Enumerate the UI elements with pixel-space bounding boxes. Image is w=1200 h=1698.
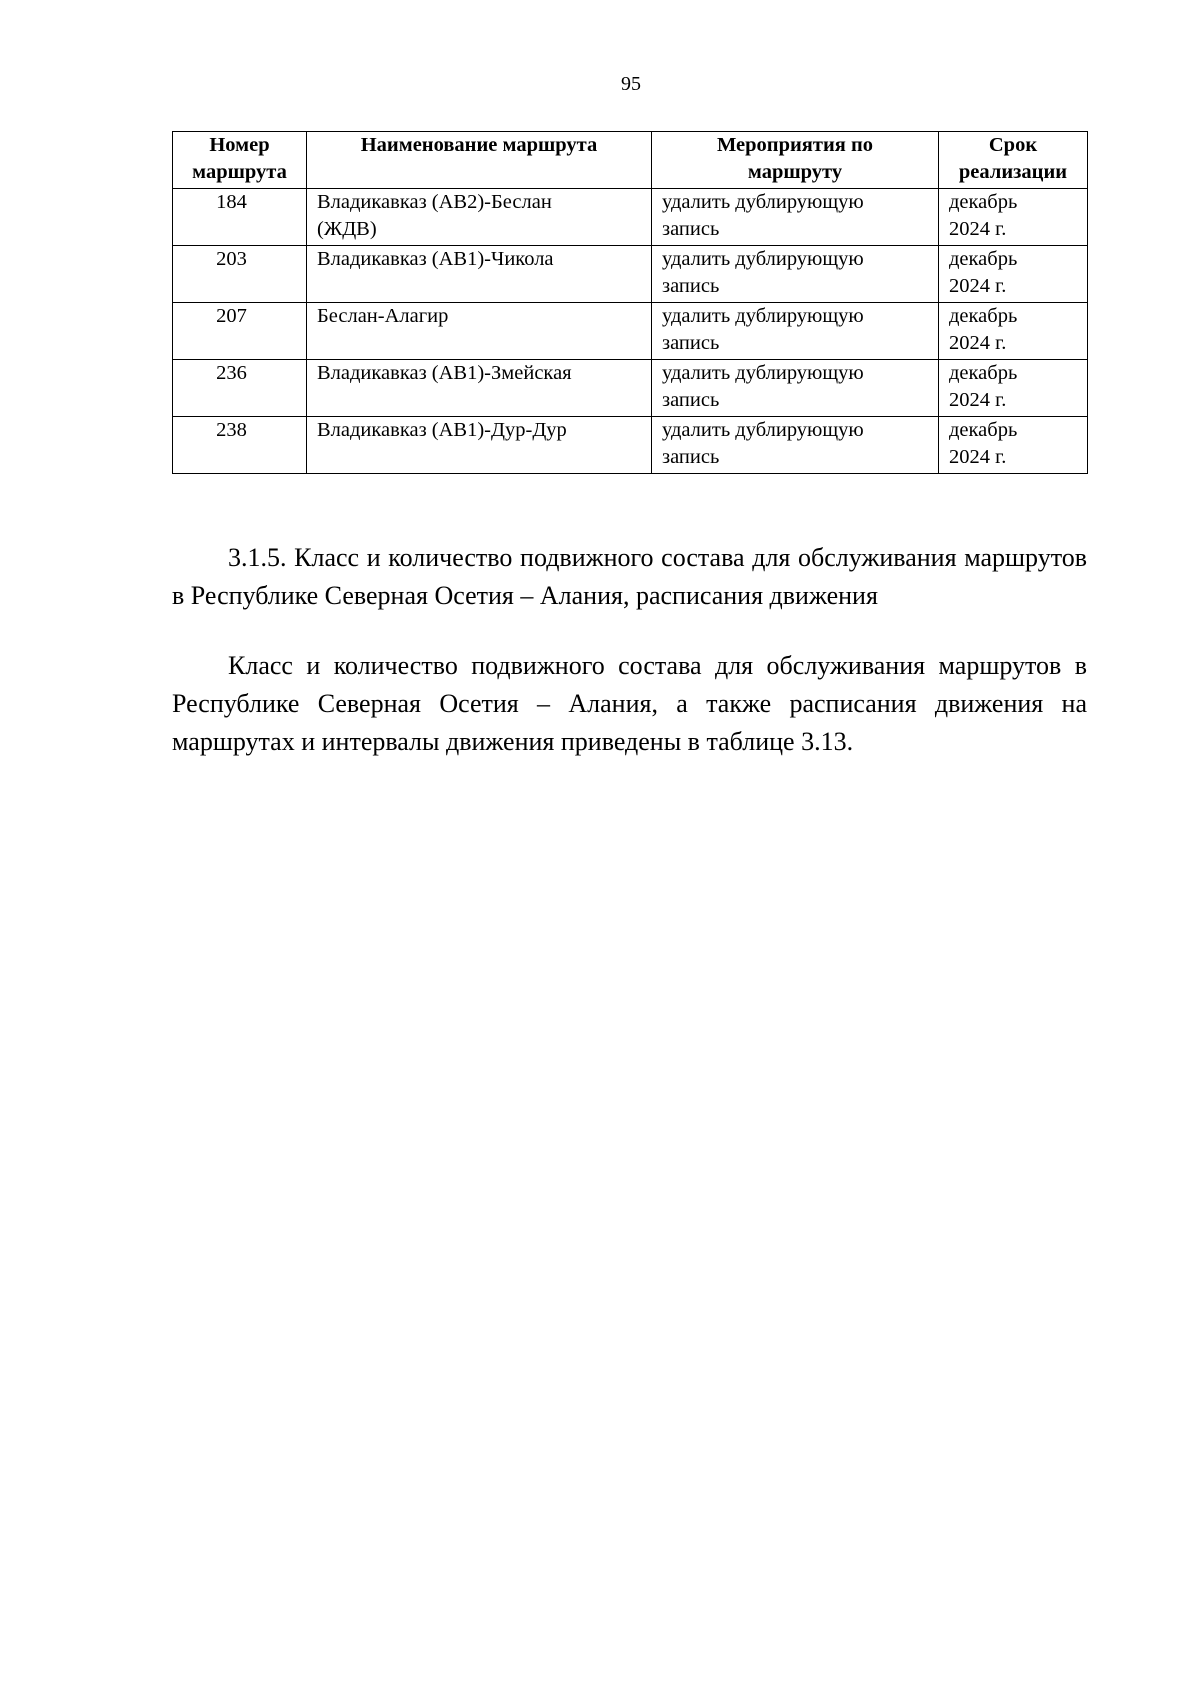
table-row [173, 303, 1088, 360]
routes-table [172, 131, 1088, 474]
route-deadline-cell: декабрь 2024 г. [939, 246, 1088, 303]
page-number: 95 [621, 73, 641, 95]
table-header-row [173, 132, 1088, 189]
route-number-cell: 203 [173, 246, 307, 303]
section-body: Класс и количество подвижного состава для обслуживания маршрутов в Республике Северная Осетия – Алания, а также расписания движения на маршрутах и интервалы движения приведены в таблице 3.13. [172, 651, 1087, 756]
header-route-measures: Мероприятия по маршруту [652, 132, 939, 189]
route-measures-cell: удалить дублирующую запись [652, 360, 939, 417]
route-measures-cell: удалить дублирующую запись [652, 189, 939, 246]
header-deadline: Срок реализации [939, 132, 1088, 189]
route-deadline-cell: декабрь 2024 г. [939, 303, 1088, 360]
route-name-cell: Владикавказ (АВ1)-Дур-Дур [307, 417, 652, 474]
route-number-cell: 207 [173, 303, 307, 360]
route-deadline-cell: декабрь 2024 г. [939, 189, 1088, 246]
route-deadline-cell: декабрь 2024 г. [939, 360, 1088, 417]
route-number-cell: 236 [173, 360, 307, 417]
route-name-cell: Владикавказ (АВ1)-Змейская [307, 360, 652, 417]
route-measures-cell: удалить дублирующую запись [652, 303, 939, 360]
route-measures-cell: удалить дублирующую запись [652, 246, 939, 303]
route-measures-cell: удалить дублирующую запись [652, 417, 939, 474]
section-heading: 3.1.5. Класс и количество подвижного состава для обслуживания маршрутов в Республике Северная Осетия – Алания, расписания движения [172, 543, 1087, 610]
table-row [173, 246, 1088, 303]
route-number-cell: 184 [173, 189, 307, 246]
route-deadline-cell: декабрь 2024 г. [939, 417, 1088, 474]
header-route-name: Наименование маршрута [307, 132, 652, 189]
table-row [173, 417, 1088, 474]
route-name-cell: Владикавказ (АВ1)-Чикола [307, 246, 652, 303]
table-row [173, 189, 1088, 246]
header-route-number: Номер маршрута [173, 132, 307, 189]
route-name-cell: Беслан-Алагир [307, 303, 652, 360]
route-number-cell: 238 [173, 417, 307, 474]
table-row [173, 360, 1088, 417]
route-name-cell: Владикавказ (АВ2)-Беслан (ЖДВ) [307, 189, 652, 246]
